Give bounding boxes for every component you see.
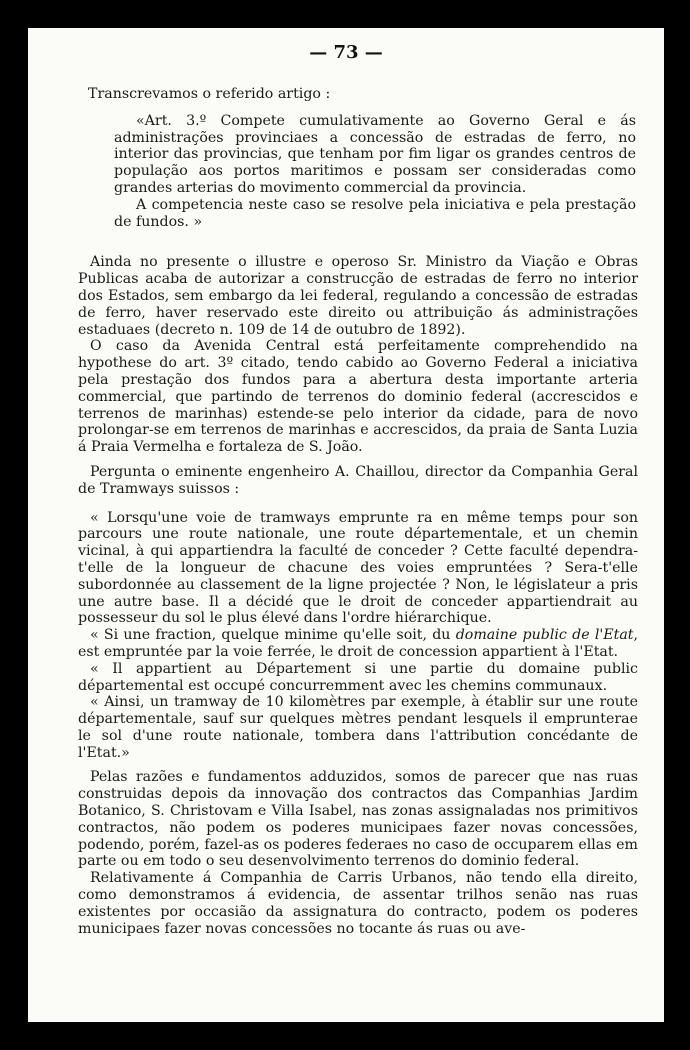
paragraph-caso: O caso da Avenida Central está perfeitamente comprehendido na hypothese do art. 3º citado, tendo cabido ao Governo Federal a iniciativa pela prestação dos fundos para a abertura desta importante arteria commercial, que partindo de terrenos do dominio federal (accrescidos e terrenos de marinhas) estende-se pelo interior da cidade, para de novo prolongar-se em terrenos de marinhas e accrescidos, da praia de Santa Luzia á Praia Vermelha e fortaleza de S. João. — [78, 338, 638, 456]
french-quote-si-start: « Si une fraction, quelque minime qu'elle soit, du — [90, 627, 451, 644]
paragraph-pergunta: Pergunta o eminente engenheiro A. Chaillou, director da Companhia Geral de Tramways suissos : — [78, 463, 638, 497]
french-quote-si-end: , est empruntée par la voie ferrée, le droit de concession appartient à l'Etat. — [78, 627, 638, 660]
french-quote-si — [78, 627, 638, 661]
quoted-article: «Art. 3.º Compete cumulativamente ao Governo Geral e ás administrações provinciaes a concessão de estradas de ferro, no interior das provincias, que tenham por fim ligar os grandes centros de população aos portos maritimos e possam ser consideradas como grandes arterias do movimento commercial da provincia. — [114, 112, 636, 196]
paragraph-ainda: Ainda no presente o illustre e operoso Sr. Ministro da Viação e Obras Publicas acaba de autorizar a construcção de estradas de ferro no interior dos Estados, sem embargo da lei federal, regulando a concessão de estradas de ferro, haver reservado este direito ou attribuição ás administrações estaduaes (decreto n. 109 de 14 de outubro de 1892). — [78, 254, 638, 338]
book-page — [28, 28, 664, 1022]
paragraph-pelas: Pelas razões e fundamentos adduzidos, somos de parecer que nas ruas construidas depois da innovação dos contractos das Companhias Jardim Botanico, S. Christovam e Villa Isabel, nas zonas assignaladas nos primitivos contractos, não podem os poderes municipaes fazer novas concessões, podendo, porém, fazel-as os poderes federaes no caso de occuparem ellas em parte ou em todo o seu desenvolvimento terrenos do dominio federal. — [78, 769, 638, 870]
quoted-article-end: A competencia neste caso se resolve pela iniciativa e pela prestação de fundos. » — [114, 196, 636, 230]
page-number: — 73 — — [309, 42, 383, 63]
french-quote-ainsi: « Ainsi, un tramway de 10 kilomètres par exemple, à établir sur une route départementale, sauf sur quelques mètres pendant lesquels il emprunterae le sol d'une route nationale, tombera dans l'attribution concédante de l'Etat.» — [78, 694, 638, 761]
french-quote-si-emphasis: domaine public de l'Etat — [455, 627, 634, 644]
french-quote-il: « Il appartient au Département si une partie du domaine public départemental est occupé concurremment avec les chemins communaux. — [78, 660, 638, 694]
paragraph-relativamente: Relativamente á Companhia de Carris Urbanos, não tendo ella direito, como demonstramos á evidencia, de assentar trilhos senão nas ruas existentes por occasião da assignatura do contracto, podem os poderes municipaes fazer novas concessões no tocante ás ruas ou ave- — [78, 870, 638, 937]
intro-line: Transcrevamos o referido artigo : — [88, 86, 331, 102]
page-body — [78, 86, 638, 937]
french-quote-lorsqu: « Lorsqu'une voie de tramways emprunte ra en même temps pour son parcours une route nationale, une route départementale, et un chemin vicinal, à qui appartiendra la faculté de conceder ? Cette faculté dependra-t'elle de la longueur de chacune des voies empruntées ? Sera-t'elle subordonnée au classement de la ligne projectée ? Non, le législateur a pris une autre base. Il a décidé que le droit de conceder appartiendrait au possesseur du sol le plus élevé dans l'ordre hiérarchique. — [78, 509, 638, 627]
